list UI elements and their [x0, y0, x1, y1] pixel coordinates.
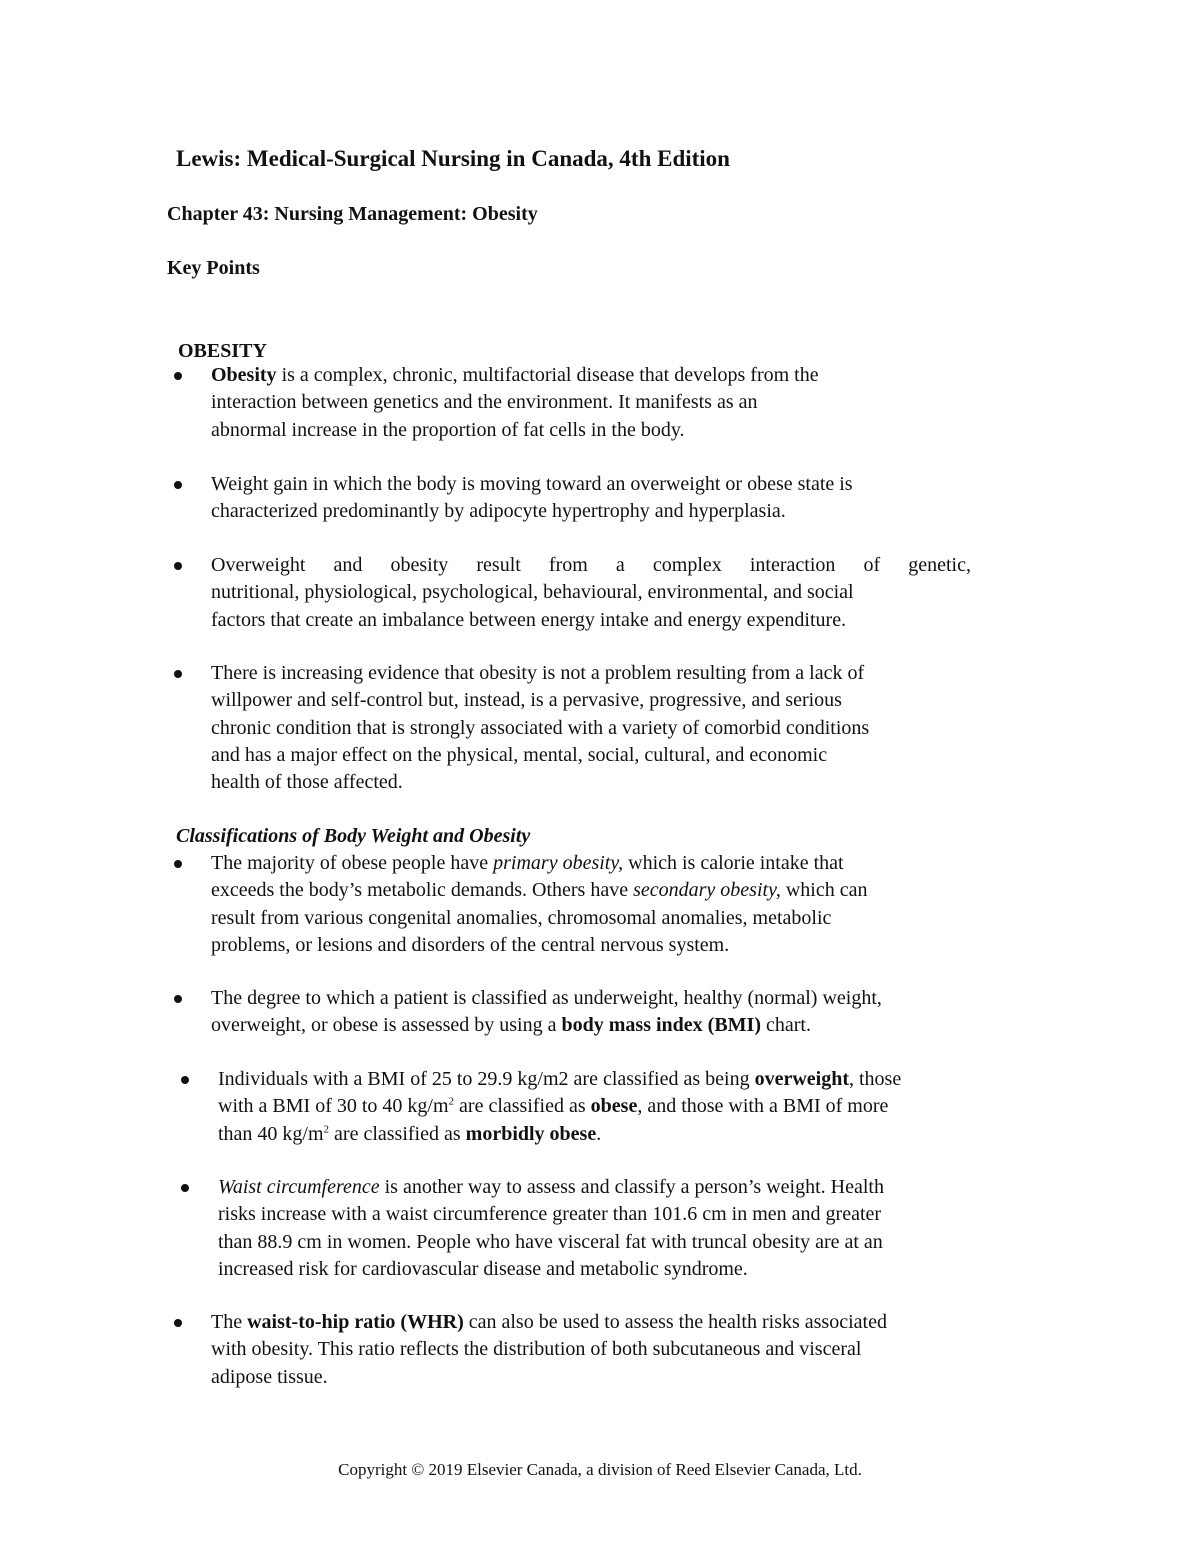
bullet-icon — [174, 481, 182, 489]
obese-term: obese — [590, 1095, 638, 1118]
bullet-line: with obesity. This ratio reflects the distribution of both subcutaneous and visceral — [211, 1338, 862, 1361]
bullet-line: chart. — [760, 1014, 811, 1037]
bullet-line: , those — [849, 1068, 902, 1090]
bullet-line: problems, or lesions and disorders of the central nervous system. — [211, 933, 730, 956]
superscript: 2 — [448, 1095, 455, 1108]
bullet-line: can also be used to assess the health risks associated — [463, 1311, 887, 1333]
secondary-obesity-term: secondary obesity, — [633, 879, 781, 902]
bullet-line: . — [596, 1122, 602, 1145]
classification-bullet-bmi — [174, 985, 1004, 1040]
chapter-title: Chapter 43: Nursing Management: Obesity — [167, 203, 538, 225]
morbidly-obese-term: morbidly obese — [465, 1122, 597, 1145]
bullet-line: interaction between genetics and the environment. It manifests as an — [211, 391, 758, 414]
bullet-icon — [174, 670, 182, 678]
bullet-line: than 40 kg/m — [218, 1122, 324, 1145]
bullet-line: are classified as — [329, 1122, 466, 1145]
bullet-line: , and those with a BMI of more — [637, 1095, 889, 1118]
obesity-heading: OBESITY — [178, 340, 267, 362]
waist-circumference-term: Waist circumference — [218, 1176, 380, 1198]
bullet-line: with a BMI of 30 to 40 kg/m — [218, 1095, 449, 1118]
bullet-icon — [181, 1184, 189, 1192]
bullet-icon — [174, 562, 182, 570]
bullet-line: which is calorie intake that — [623, 852, 844, 874]
primary-obesity-term: primary obesity, — [493, 852, 624, 874]
bullet-icon — [174, 860, 182, 868]
copyright-footer: Copyright © 2019 Elsevier Canada, a division of Reed Elsevier Canada, Ltd. — [338, 1460, 862, 1479]
bullet-line: increased risk for cardiovascular disease and metabolic syndrome. — [218, 1257, 748, 1280]
bullet-line: chronic condition that is strongly associated with a variety of comorbid conditions — [211, 716, 870, 739]
bullet-line: than 88.9 cm in women. People who have visceral fat with truncal obesity are at an — [218, 1230, 883, 1253]
bullet-line: exceeds the body’s metabolic demands. Others have — [211, 879, 634, 902]
bullet-line: health of those affected. — [211, 771, 403, 794]
bullet-line: which can — [780, 879, 868, 902]
overweight-term: overweight — [754, 1068, 849, 1090]
bullet-line: The degree to which a patient is classified as underweight, healthy (normal) weight, — [211, 987, 882, 1009]
bmi-term: body mass index (BMI) — [561, 1014, 761, 1037]
book-title: Lewis: Medical-Surgical Nursing in Canada, 4th Edition — [176, 146, 730, 171]
bullet-line: The — [211, 1311, 248, 1333]
bullet-line: factors that create an imbalance between energy intake and energy expenditure. — [211, 608, 847, 631]
classification-bullet-bmi-ranges — [181, 1066, 1031, 1148]
bullet-line: abnormal increase in the proportion of fat cells in the body. — [211, 418, 685, 441]
classification-bullet-whr — [174, 1309, 1024, 1391]
whr-term: waist-to-hip ratio (WHR) — [247, 1311, 464, 1333]
key-points-label: Key Points — [167, 257, 260, 279]
bullet-line: adipose tissue. — [211, 1365, 328, 1388]
bullet-line: nutritional, physiological, psychological, behavioural, environmental, and social — [211, 581, 854, 604]
bullet-term: Obesity — [211, 364, 277, 386]
bullet-line: Individuals with a BMI of 25 to 29.9 kg/m2 are classified as being — [218, 1068, 755, 1090]
bullet-icon — [174, 372, 182, 380]
bullet-line: Weight gain in which the body is moving toward an overweight or obese state is — [211, 473, 853, 495]
bullet-line: characterized predominantly by adipocyte hypertrophy and hyperplasia. — [211, 500, 786, 523]
bullet-line: risks increase with a waist circumference greater than 101.6 cm in men and greater — [218, 1203, 882, 1226]
obesity-bullet-definition — [174, 362, 974, 444]
classifications-heading: Classifications of Body Weight and Obesity — [176, 825, 531, 847]
classification-bullet-waist — [181, 1174, 1031, 1283]
bullet-line: is a complex, chronic, multifactorial disease that develops from the — [276, 364, 819, 386]
bullet-line: are classified as — [454, 1095, 591, 1118]
bullet-line: is another way to assess and classify a person’s weight. Health — [379, 1176, 884, 1198]
bullet-icon — [174, 1319, 182, 1327]
bullet-line: and has a major effect on the physical, mental, social, cultural, and economic — [211, 743, 828, 766]
bullet-icon — [174, 995, 182, 1003]
bullet-line: The majority of obese people have — [211, 852, 494, 874]
obesity-bullet-evidence — [174, 660, 1004, 796]
bullet-line: Overweight and obesity result from a complex interaction of genetic, — [211, 554, 971, 576]
obesity-bullet-weight-gain — [174, 471, 994, 526]
bullet-line: result from various congenital anomalies, chromosomal anomalies, metabolic — [211, 906, 832, 929]
superscript: 2 — [323, 1122, 330, 1135]
bullet-line: overweight, or obese is assessed by using a — [211, 1014, 562, 1037]
obesity-bullet-factors — [174, 552, 994, 634]
bullet-line: There is increasing evidence that obesity is not a problem resulting from a lack of — [211, 662, 865, 684]
bullet-icon — [181, 1076, 189, 1084]
classification-bullet-primary-secondary — [174, 850, 1004, 959]
bullet-line: willpower and self-control but, instead, is a pervasive, progressive, and serious — [211, 689, 842, 712]
